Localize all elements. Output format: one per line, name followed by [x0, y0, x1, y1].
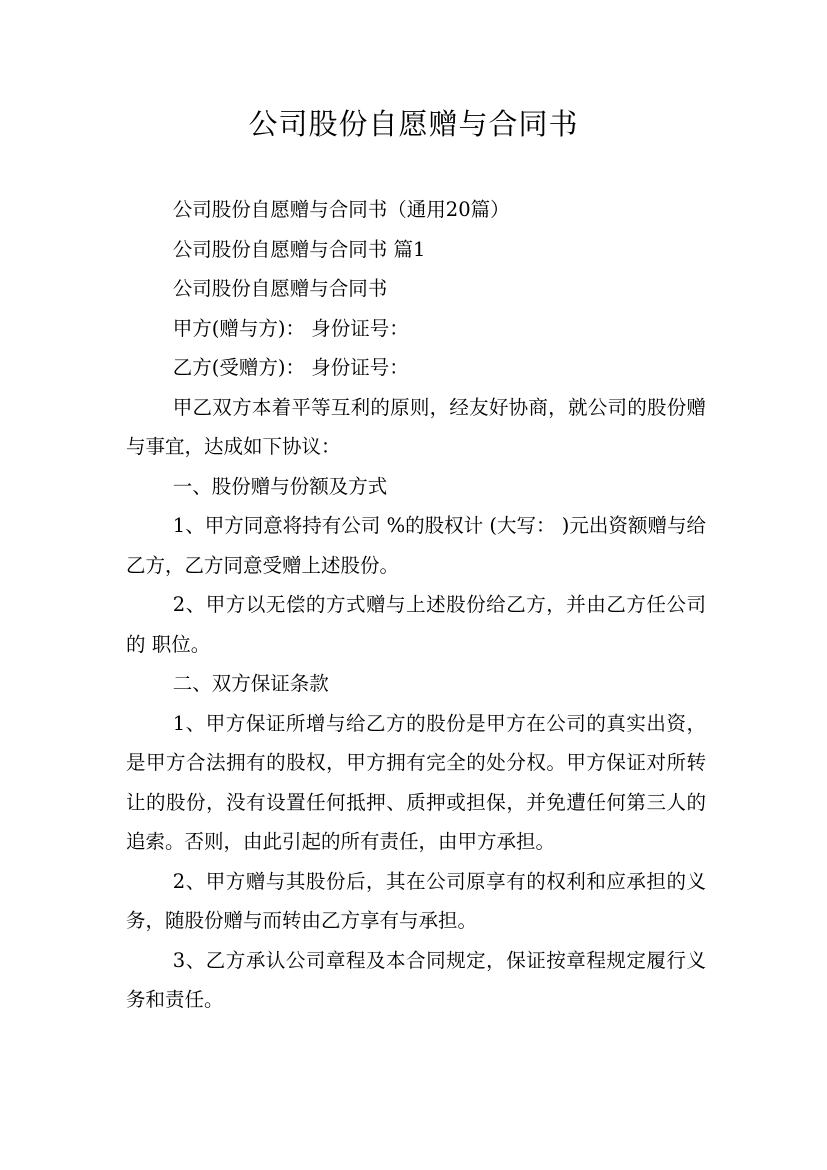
document-body — [126, 190, 706, 1020]
paragraph-party-a: 甲方(赠与方)： 身份证号： — [172, 316, 409, 340]
section-heading-1: 一、股份赠与份额及方式 — [172, 474, 388, 498]
document-title: 公司股份自愿赠与合同书 — [248, 107, 579, 141]
paragraph-article-number: 公司股份自愿赠与合同书 篇1 — [172, 237, 426, 261]
clause-2-2: 2、甲方赠与其股份后，其在公司原享有的权利和应承担的义务，随股份赠与而转由乙方享有与承担。 — [126, 869, 706, 932]
paragraph-preamble: 甲乙双方本着平等互利的原则，经友好协商，就公司的股份赠与事宜，达成如下协议： — [126, 395, 706, 458]
paragraph-contract-name: 公司股份自愿赠与合同书 — [172, 277, 388, 300]
clause-1-1: 1、甲方同意将持有公司 %的股权计 (大写： )元出资额赠与给乙方，乙方同意受赠上述股份。 — [126, 514, 706, 577]
clause-2-3: 3、乙方承认公司章程及本合同规定，保证按章程规定履行义务和责任。 — [126, 948, 706, 1011]
paragraph-party-b: 乙方(受赠方)： 身份证号： — [172, 356, 409, 379]
clause-2-1: 1、甲方保证所增与给乙方的股份是甲方在公司的真实出资，是甲方合法拥有的股权，甲方拥有完全的处分权。甲方保证对所转让的股份，没有设置任何抵押、质押或担保，并免遭任何第三人的追索。否则，由此引起的所有责任，由甲方承担。 — [126, 711, 706, 853]
clause-1-2: 2、甲方以无偿的方式赠与上述股份给乙方，并由乙方任公司的 职位。 — [126, 593, 706, 656]
paragraph-heading-collection: 公司股份自愿赠与合同书（通用20篇） — [172, 198, 510, 221]
section-heading-2: 二、双方保证条款 — [172, 672, 329, 695]
